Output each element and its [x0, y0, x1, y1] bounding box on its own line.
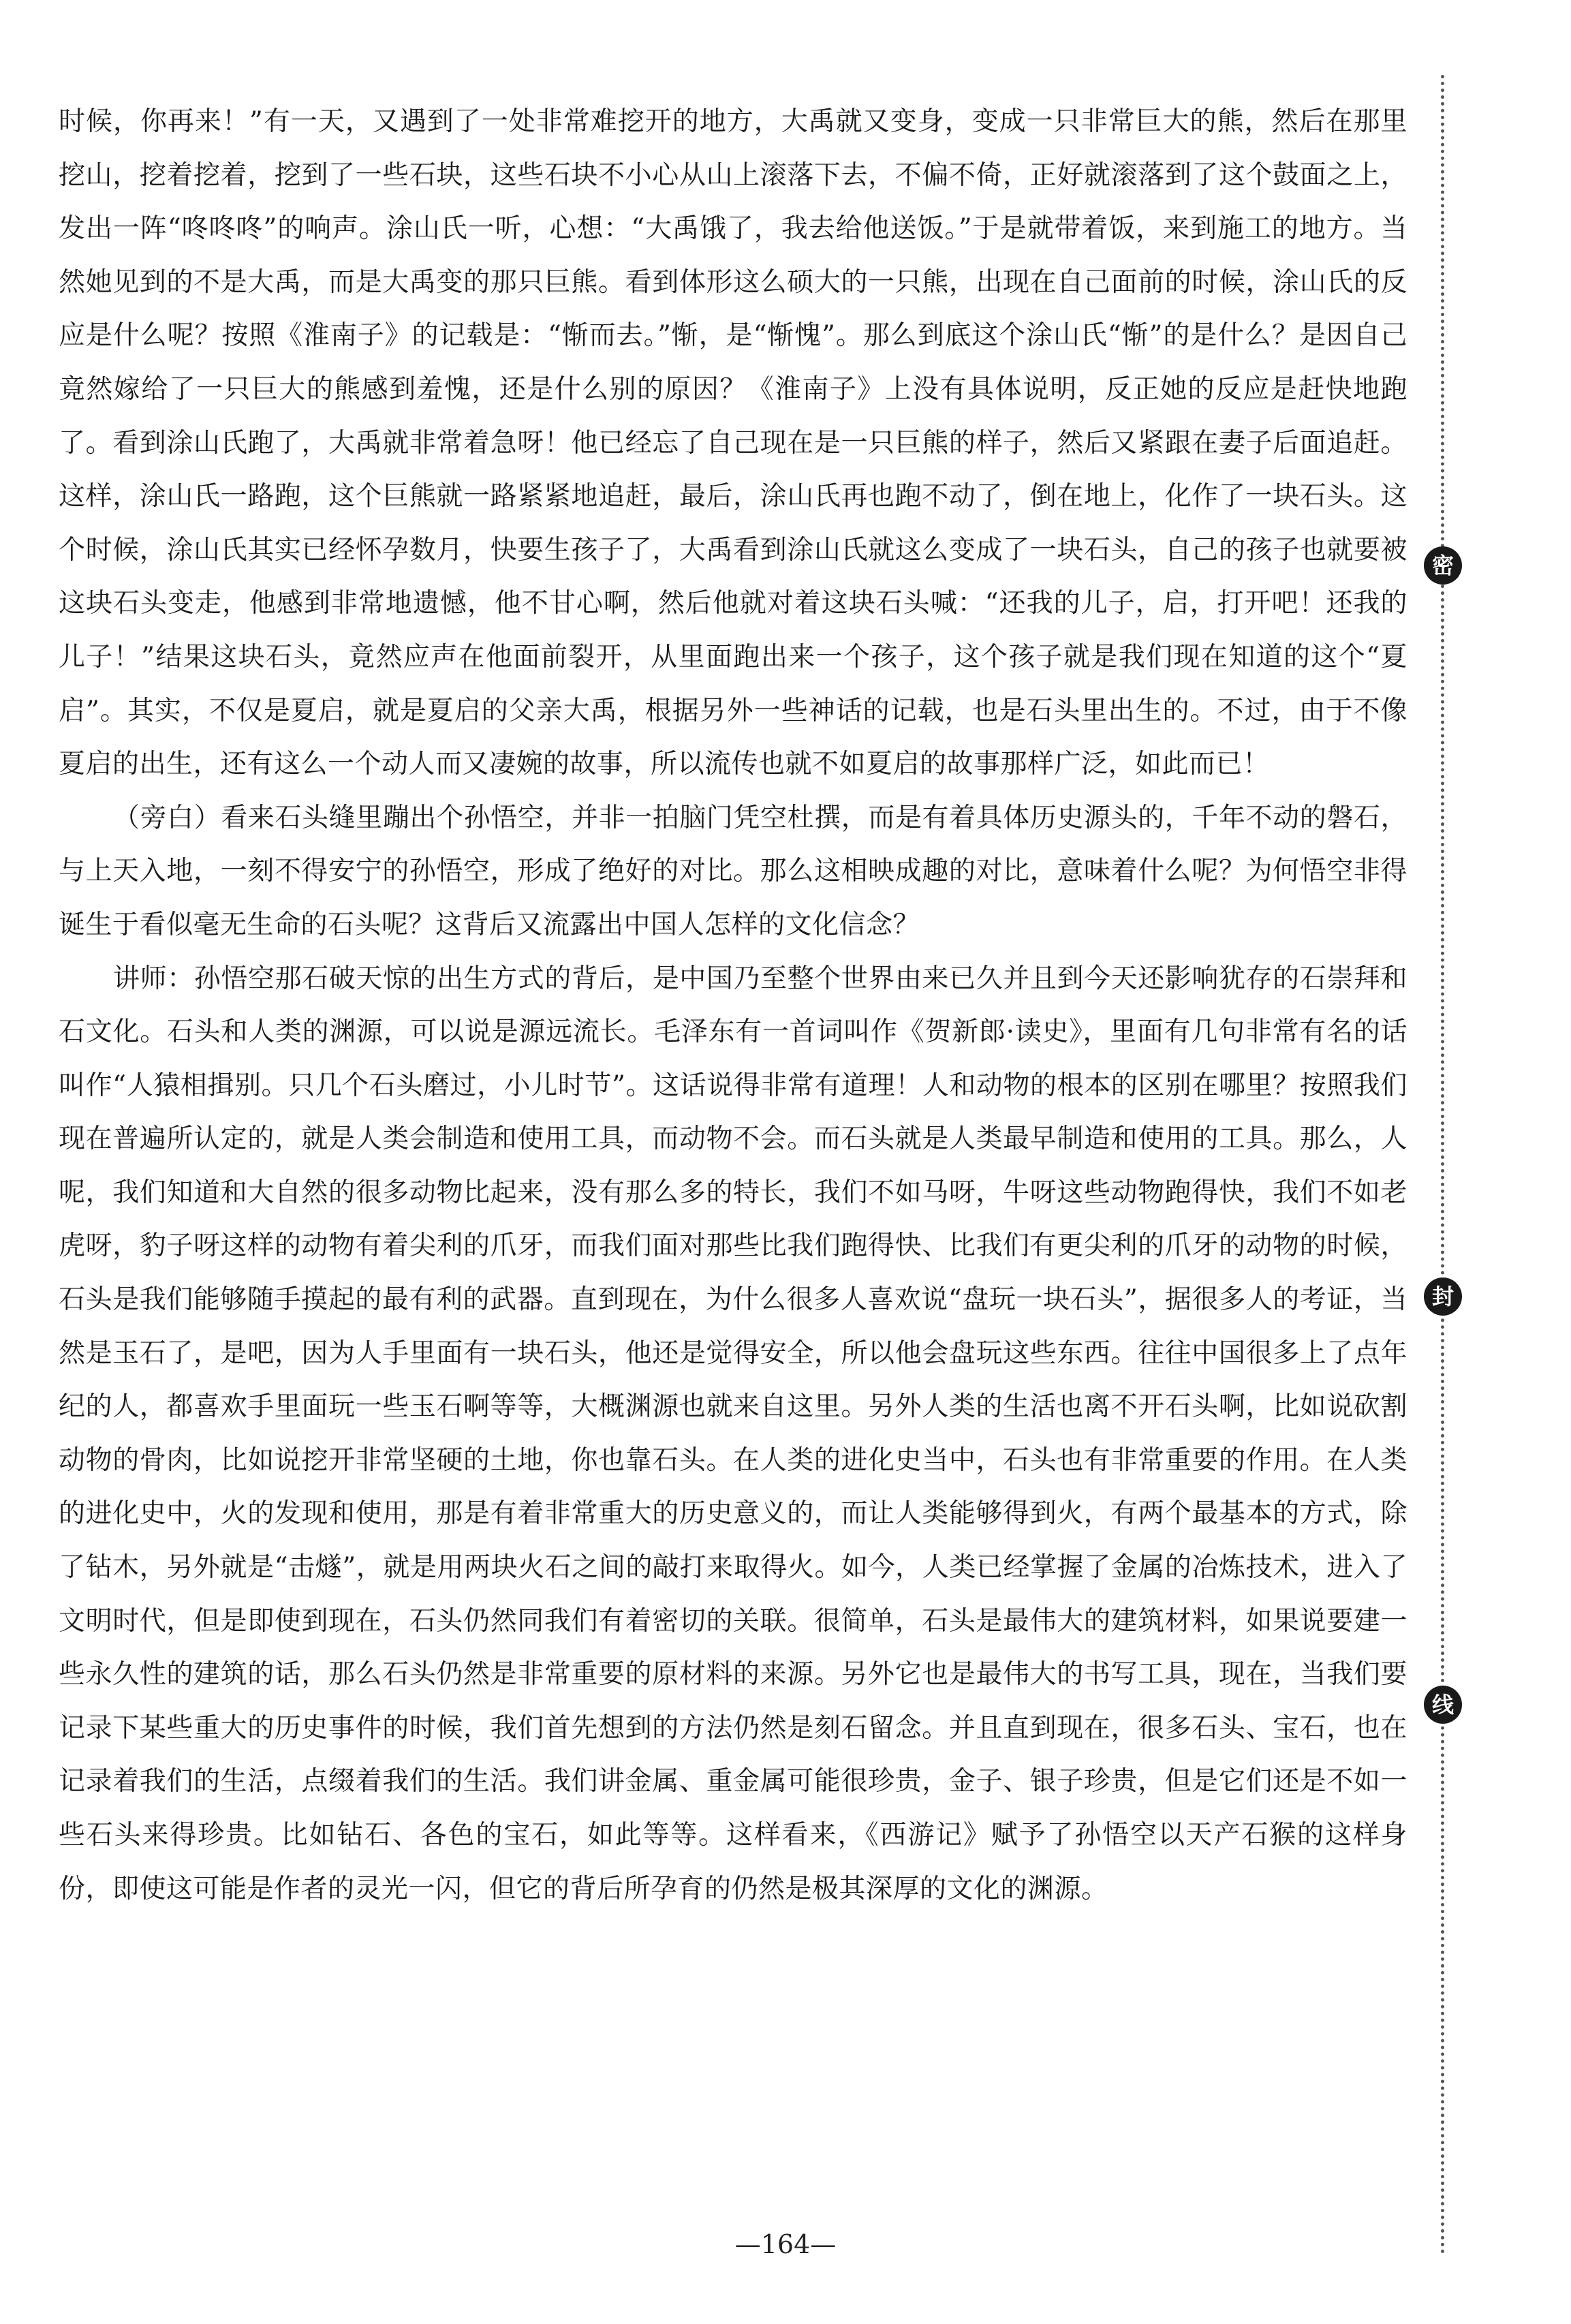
binding-dotted-line [1441, 75, 1444, 2255]
paragraph-continuation: 时候，你再来！”有一天，又遇到了一处非常难挖开的地方，大禹就又变身，变成一只非常巨大的熊，然后在那里挖山，挖着挖着，挖到了一些石块，这些石块不小心从山上滚落下去，不偏不倚，正好就滚落到了这个鼓面之上，发出一阵“咚咚咚”的响声。涂山氏一听，心想：“大禹饿了，我去给他送饭。”于是就带着饭，来到施工的地方。当然她见到的不是大禹，而是大禹变的那只巨熊。看到体形这么硕大的一只熊，出现在自己面前的时候，涂山氏的反应是什么呢？按照《淮南子》的记载是：“惭而去。”惭，是“惭愧”。那么到底这个涂山氏“惭”的是什么？是因自己竟然嫁给了一只巨大的熊感到羞愧，还是什么别的原因？《淮南子》上没有具体说明，反正她的反应是赶快地跑了。看到涂山氏跑了，大禹就非常着急呀！他已经忘了自己现在是一只巨熊的样子，然后又紧跟在妻子后面追赶。这样，涂山氏一路跑，这个巨熊就一路紧紧地追赶，最后，涂山氏再也跑不动了，倒在地上，化作了一块石头。这个时候，涂山氏其实已经怀孕数月，快要生孩子了，大禹看到涂山氏就这么变成了一块石头，自己的孩子也就要被这块石头变走，他感到非常地遗憾，他不甘心啊，然后他就对着这块石头喊：“还我的儿子，启，打开吧！还我的儿子！”结果这块石头，竟然应声在他面前裂开，从里面跑出来一个孩子，这个孩子就是我们现在知道的这个“夏启”。其实，不仅是夏启，就是夏启的父亲大禹，根据另外一些神话的记载，也是石头里出生的。不过，由于不像夏启的出生，还有这么一个动人而又凄婉的故事，所以流传也就不如夏启的故事那样广泛，如此而已！ [59, 106, 1407, 780]
seal-mark-xian: 线 [1424, 1686, 1462, 1724]
page-number: —164— [734, 2229, 837, 2259]
body-text [59, 95, 1407, 1916]
seal-mark-feng: 封 [1424, 1277, 1462, 1316]
paragraph-narration: （旁白）看来石头缝里蹦出个孙悟空，并非一拍脑门凭空杜撰，而是有着具体历史源头的，千年不动的磐石，与上天入地，一刻不得安宁的孙悟空，形成了绝好的对比。那么这相映成趣的对比，意味着什么呢？为何悟空非得诞生于看似毫无生命的石头呢？这背后又流露出中国人怎样的文化信念？ [59, 802, 1407, 940]
paragraph-lecture: 讲师：孙悟空那石破天惊的出生方式的背后，是中国乃至整个世界由来已久并且到今天还影响犹存的石崇拜和石文化。石头和人类的渊源，可以说是源远流长。毛泽东有一首词叫作《贺新郎·读史》，里面有几句非常有名的话叫作“人猿相揖别。只几个石头磨过，小儿时节”。这话说得非常有道理！人和动物的根本的区别在哪里？按照我们现在普遍所认定的，就是人类会制造和使用工具，而动物不会。而石头就是人类最早制造和使用的工具。那么，人呢，我们知道和大自然的很多动物比起来，没有那么多的特长，我们不如马呀，牛呀这些动物跑得快，我们不如老虎呀，豹子呀这样的动物有着尖利的爪牙，而我们面对那些比我们跑得快、比我们有更尖利的爪牙的动物的时候，石头是我们能够随手摸起的最有利的武器。直到现在，为什么很多人喜欢说“盘玩一块石头”，据很多人的考证，当然是玉石了，是吧，因为人手里面有一块石头，他还是觉得安全，所以他会盘玩这些东西。往往中国很多上了点年纪的人，都喜欢手里面玩一些玉石啊等等，大概渊源也就来自这里。另外人类的生活也离不开石头啊，比如说砍割动物的骨肉，比如说挖开非常坚硬的土地，你也靠石头。在人类的进化史当中，石头也有非常重要的作用。在人类的进化史中，火的发现和使用，那是有着非常重大的历史意义的，而让人类能够得到火，有两个最基本的方式，除了钻木，另外就是“击燧”，就是用两块火石之间的敲打来取得火。如今，人类已经掌握了金属的冶炼技术，进入了文明时代，但是即使到现在，石头仍然同我们有着密切的关联。很简单，石头是最伟大的建筑材料，如果说要建一些永久性的建筑的话，那么石头仍然是非常重要的原材料的来源。另外它也是最伟大的书写工具，现在，当我们要记录下某些重大的历史事件的时候，我们首先想到的方法仍然是刻石留念。并且直到现在，很多石头、宝石，也在记录着我们的生活，点缀着我们的生活。我们讲金属、重金属可能很珍贵，金子、银子珍贵，但是它们还是不如一些石头来得珍贵。比如钻石、各色的宝石，如此等等。这样看来，《西游记》赋予了孙悟空以天产石猴的这样身份，即使这可能是作者的灵光一闪，但它的背后所孕育的仍然是极其深厚的文化的渊源。 [59, 963, 1407, 1904]
seal-mark-mi: 密 [1424, 546, 1462, 585]
